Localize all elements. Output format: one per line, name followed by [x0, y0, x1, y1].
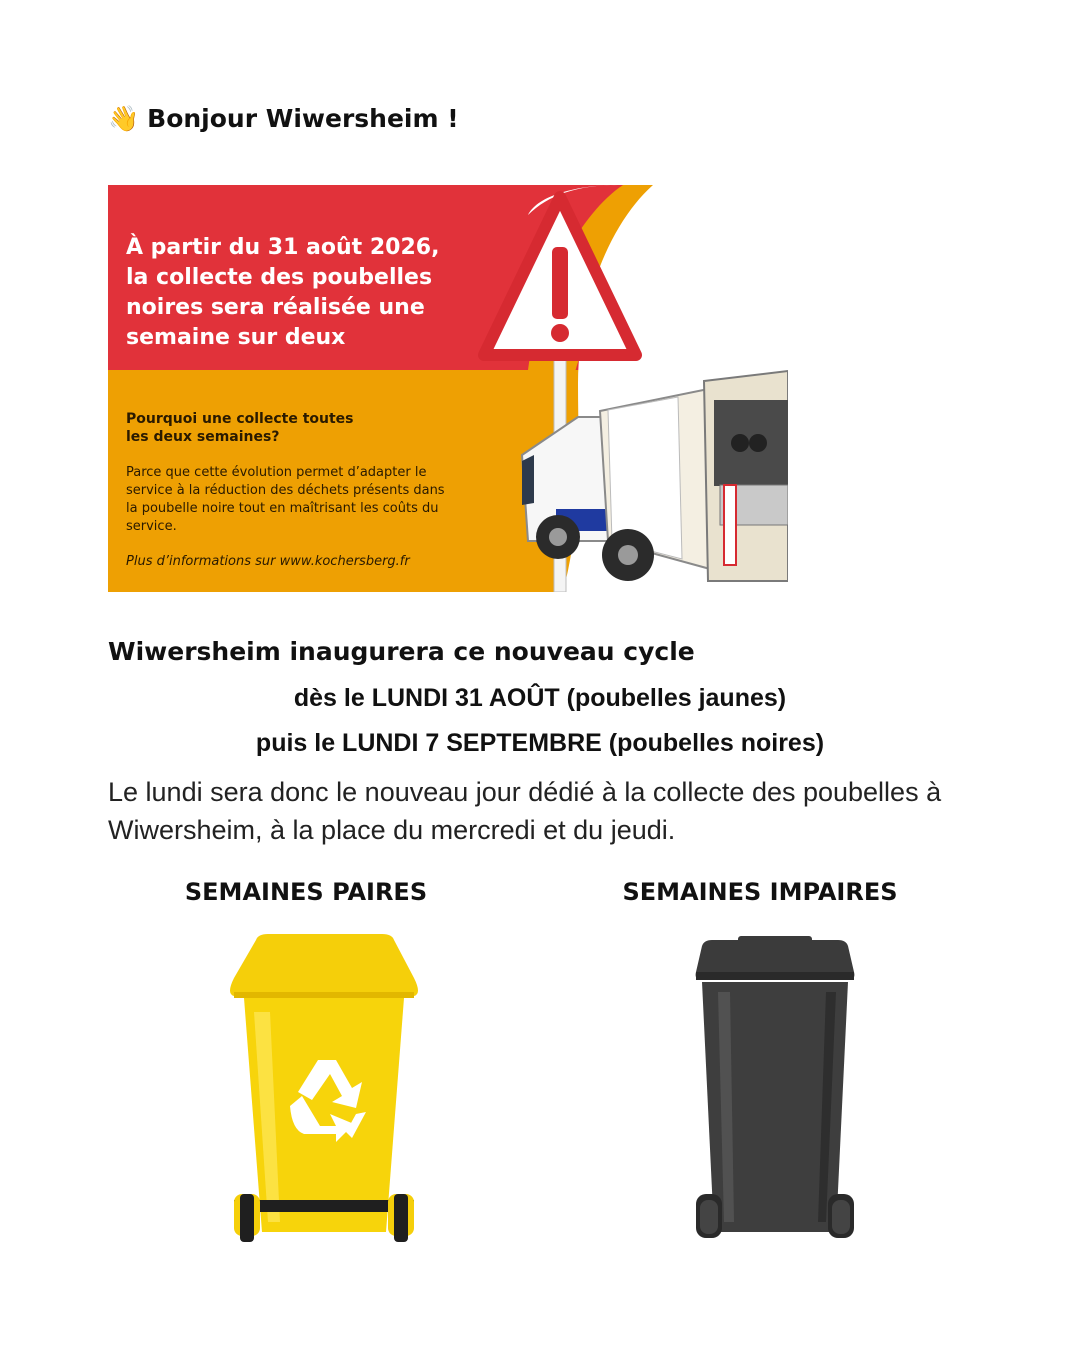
- greeting: [108, 104, 459, 134]
- black-trash-bin-icon: [690, 932, 860, 1248]
- waving-hand-icon: 👋: [108, 104, 140, 133]
- banner-body-line: service à la réduction des déchets présents dans: [126, 483, 445, 498]
- cycle-title: Wiwersheim inaugurera ce nouveau cycle: [108, 637, 695, 666]
- banner-question-line: les deux semaines?: [126, 429, 280, 445]
- black-bin-start-date: puis le LUNDI 7 SEPTEMBRE (poubelles noires): [255, 729, 825, 757]
- banner-headline-line: semaine sur deux: [126, 325, 346, 350]
- banner-question-line: Pourquoi une collecte toutes: [126, 411, 354, 427]
- odd-weeks-label: SEMAINES IMPAIRES: [622, 878, 898, 906]
- even-weeks-label: SEMAINES PAIRES: [184, 878, 428, 906]
- banner-headline-line: noires sera réalisée une: [126, 295, 425, 320]
- banner-illustration: [108, 185, 788, 592]
- banner-headline-line: À partir du 31 août 2026,: [126, 235, 440, 260]
- collection-banner: [108, 185, 788, 592]
- greeting-text: Bonjour Wiwersheim !: [147, 104, 459, 133]
- banner-body-line: la poubelle noire tout en maîtrisant les coûts du: [126, 501, 439, 516]
- yellow-recycling-bin-icon: [218, 932, 430, 1248]
- banner-headline-line: la collecte des poubelles: [126, 265, 433, 290]
- banner-body-line: service.: [126, 519, 177, 534]
- yellow-bin-start-date: dès le LUNDI 31 AOÛT (poubelles jaunes): [293, 684, 787, 712]
- collection-day-paragraph: Le lundi sera donc le nouveau jour dédié à la collecte des poubelles à Wiwersheim, à la place du mercredi et du jeudi.: [108, 777, 942, 845]
- banner-body-line: Parce que cette évolution permet d’adapter le: [126, 465, 427, 480]
- banner-more-info: Plus d’informations sur www.kochersberg.fr: [126, 554, 410, 569]
